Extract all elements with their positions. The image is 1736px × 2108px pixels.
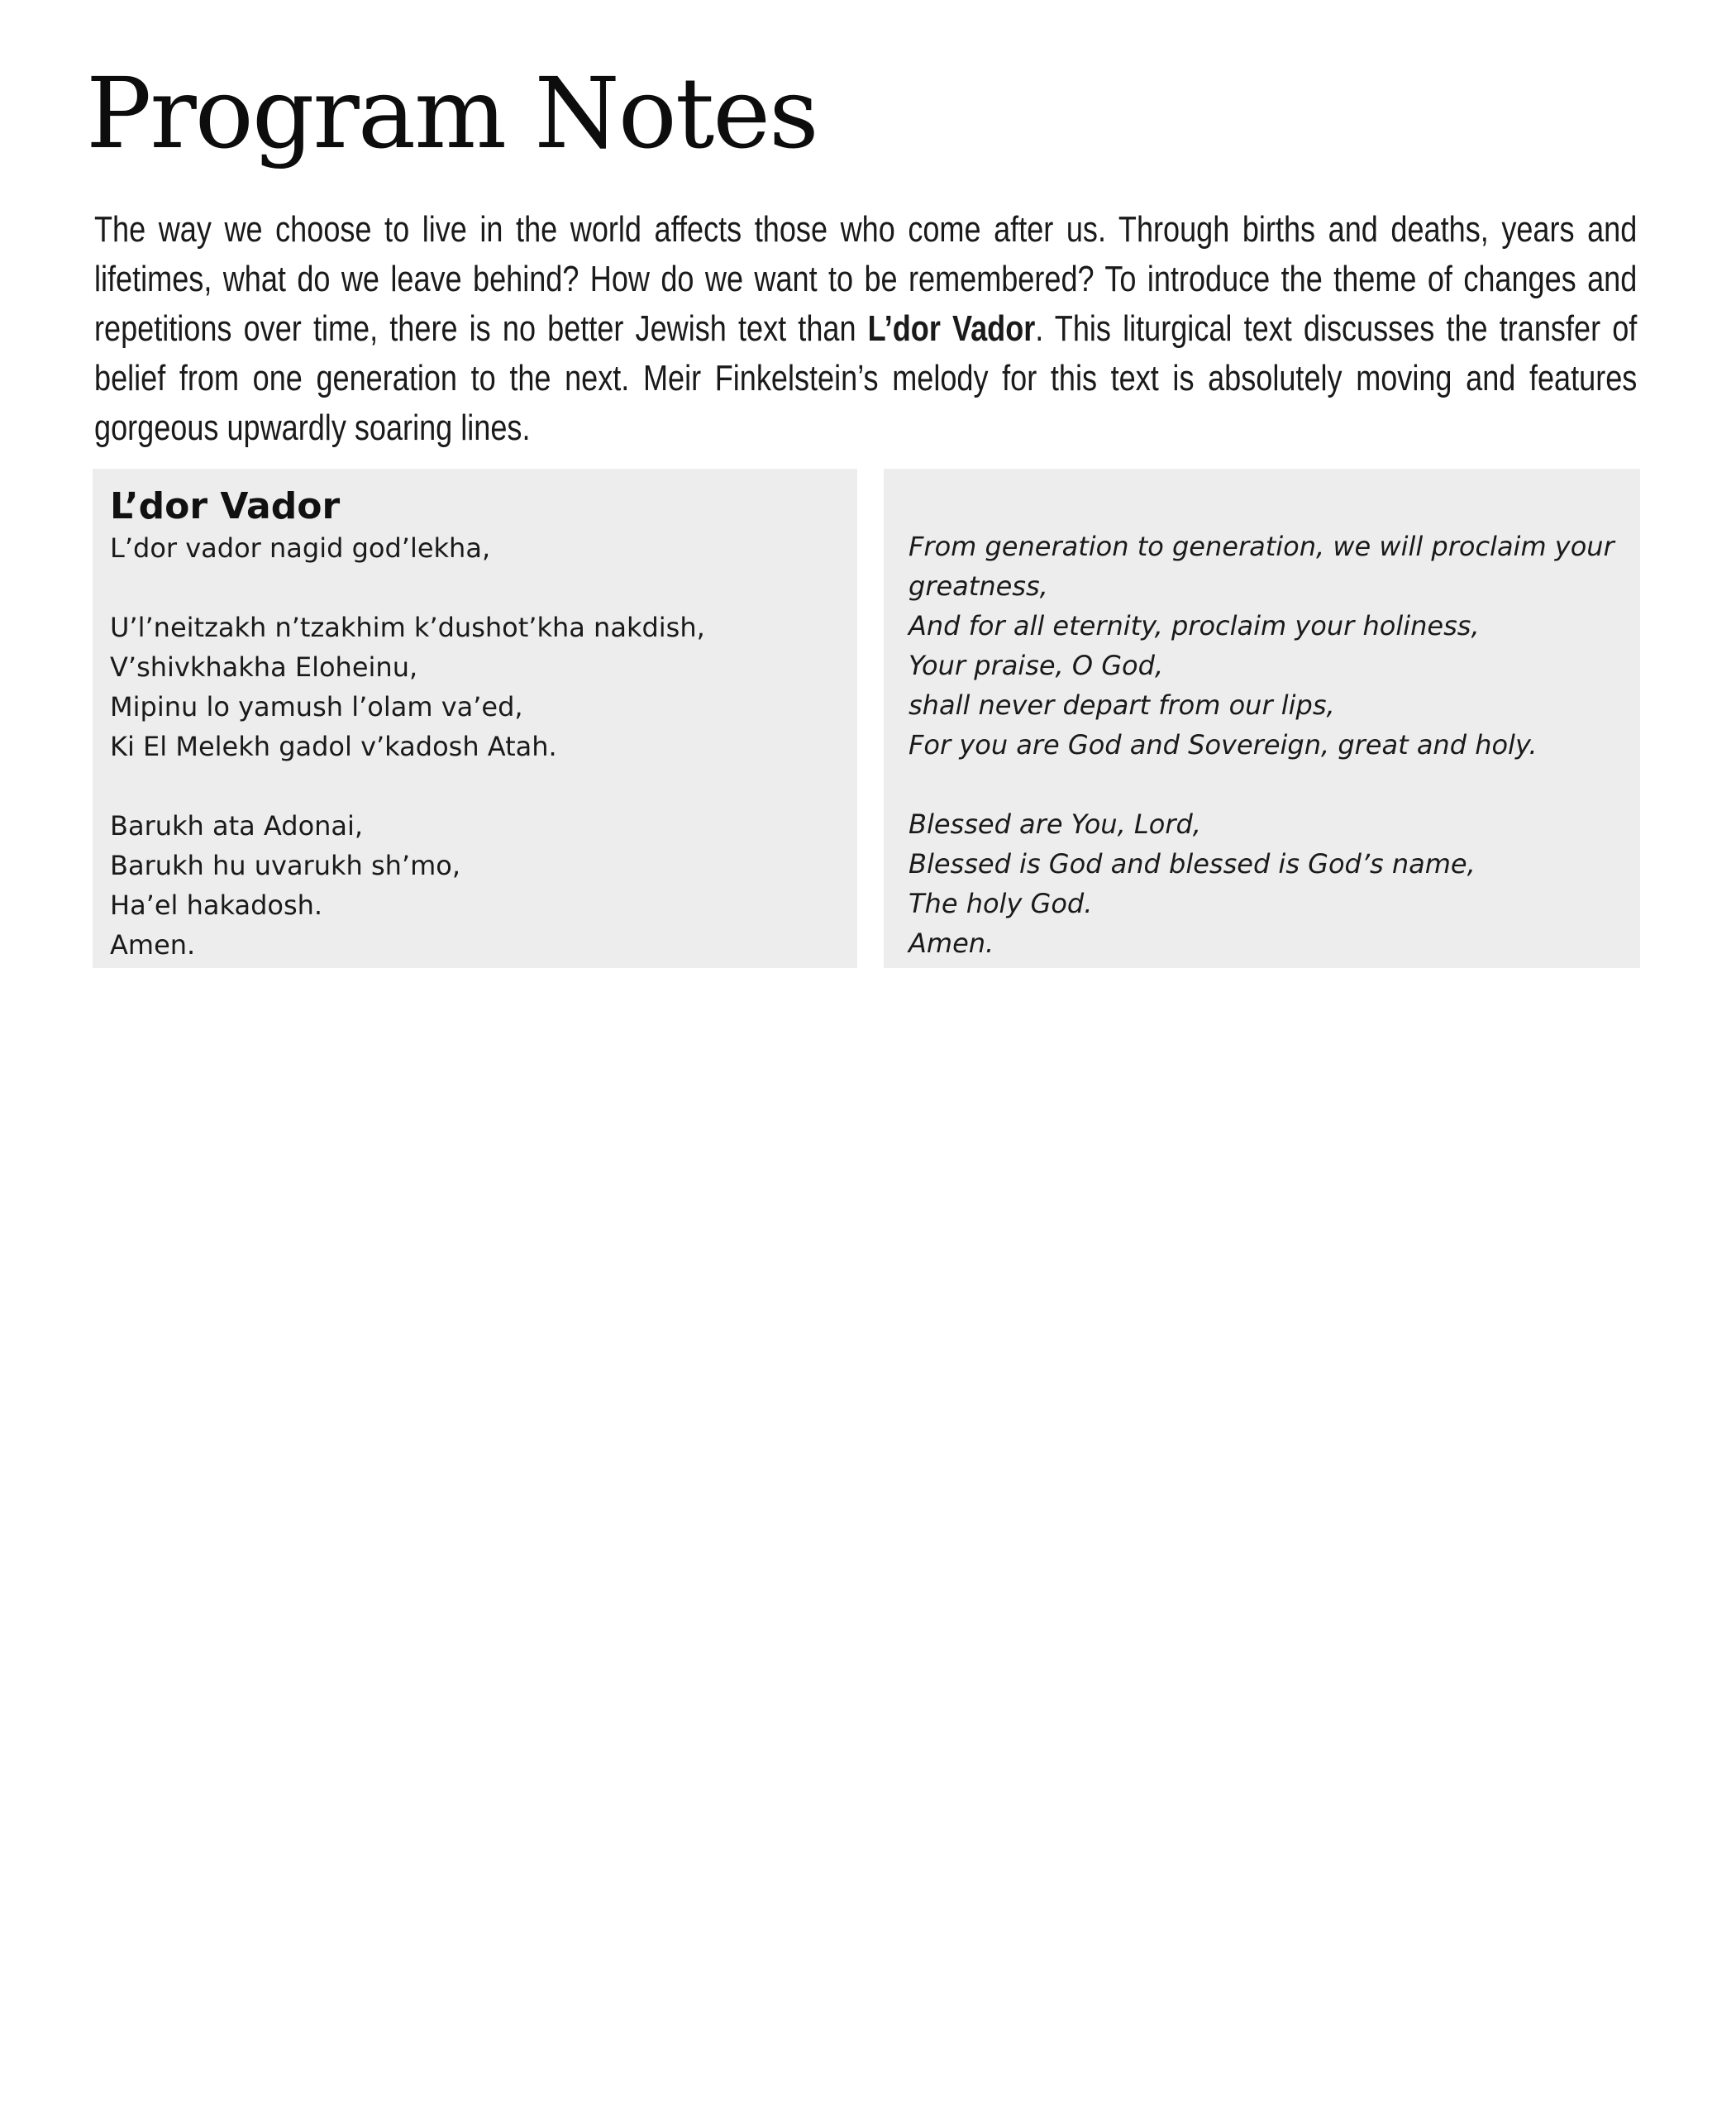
intro-song-title: L’dor Vador [867,308,1036,349]
page-title: Program Notes [86,56,818,170]
translation-stanza-1: From generation to generation, we will proclaim your greatness, And for all eternity, proclaim your holiness, Your praise, O God, shall never depart from our lips, For you are God and Sovereign, great and holy. [909,531,1614,761]
intro-paragraph [94,205,1637,453]
translation-panel [884,469,1640,968]
intro-text-start: The way we choose to live in the world affects those who come after us. Through births and deaths, years and lifetimes, what do we leave behind? How do we want to be remembered? To introduce the theme of changes and repetitions over time, there is no better Jewish text than [94,209,1638,349]
intro-text-end: . This liturgical text discusses the transfer of belief from one generation to the next. Meir Finkelstein’s melody for this text is absolutely moving and features gorgeous upwardly soaring lines. [94,308,1638,448]
transliteration-stanza-2: U’l’neitzakh n’tzakhim k’dushot’kha nakdish, V’shivkhakha Eloheinu, Mipinu lo yamush l’olam va’ed, Ki El Melekh gadol v’kadosh Atah. [110,612,705,762]
transliteration-stanza-3: Barukh ata Adonai, Barukh hu uvarukh sh’mo, Ha’el hakadosh. Amen. [110,810,461,961]
transliteration-stanza-1: L’dor vador nagid god’lekha, [110,532,491,564]
translation-stanza-2: Blessed are You, Lord, Blessed is God and blessed is God’s name, The holy God. Amen. [909,808,1476,959]
transliteration-panel [93,469,857,968]
transliteration-heading: L’dor Vador [110,485,341,527]
